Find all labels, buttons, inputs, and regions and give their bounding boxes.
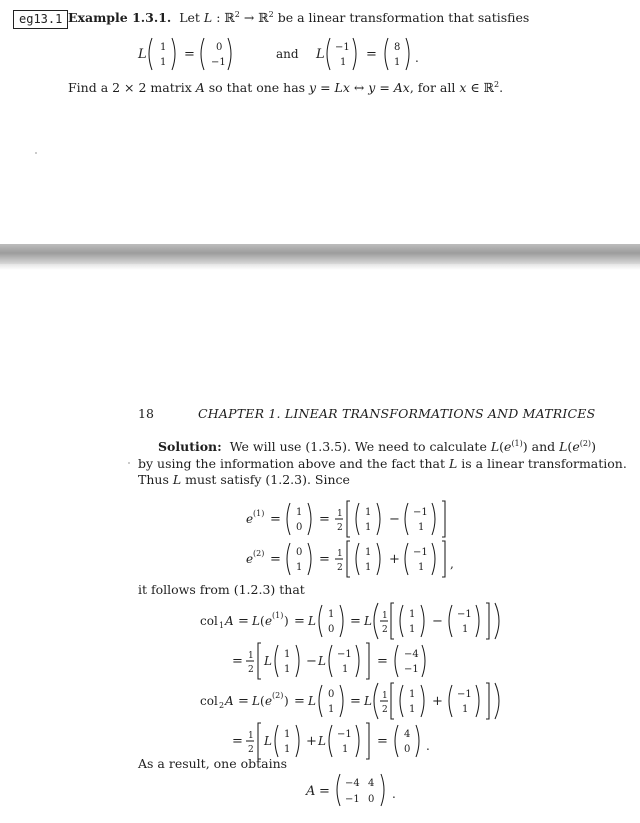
svg-text:−1: −1 xyxy=(413,547,428,558)
svg-text:1: 1 xyxy=(296,507,303,518)
svg-text:L: L xyxy=(364,694,372,708)
svg-text:0: 0 xyxy=(328,689,335,700)
solution-line-2: by using the information above and the fact that L is a linear transformation. xyxy=(138,456,627,471)
svg-text:(: ( xyxy=(260,614,265,628)
svg-text:1: 1 xyxy=(409,624,416,635)
example-statement: Let L : ℝ$^2$ → ℝ$^2$ be a linear transformation that satisfies xyxy=(175,10,530,26)
svg-text:−1: −1 xyxy=(413,507,428,518)
svg-text:e: e xyxy=(246,552,254,566)
svg-text:=: = xyxy=(350,694,361,709)
svg-text:=: = xyxy=(238,614,249,629)
svg-text:1: 1 xyxy=(365,507,372,518)
svg-text:−1: −1 xyxy=(345,794,360,805)
svg-text:=: = xyxy=(377,734,388,749)
example-title: Example 1.3.1. xyxy=(68,10,172,26)
svg-text:e: e xyxy=(246,512,254,526)
svg-text:0: 0 xyxy=(216,42,223,53)
svg-text:2: 2 xyxy=(337,563,343,573)
svg-text:−: − xyxy=(432,614,443,629)
svg-text:1: 1 xyxy=(365,547,372,558)
svg-text:=: = xyxy=(270,552,281,567)
svg-text:=: = xyxy=(232,734,243,749)
svg-text:L: L xyxy=(252,614,260,628)
svg-text:=: = xyxy=(270,512,281,527)
svg-text:1: 1 xyxy=(462,704,469,715)
svg-text:1: 1 xyxy=(284,649,291,660)
svg-text:1: 1 xyxy=(418,562,425,573)
svg-text:1: 1 xyxy=(409,689,416,700)
connector-and: and xyxy=(276,47,299,61)
svg-text:1: 1 xyxy=(394,57,401,68)
svg-text:1: 1 xyxy=(365,562,372,573)
svg-text:(: ( xyxy=(260,694,265,708)
svg-text:1: 1 xyxy=(328,609,335,620)
svg-text:2: 2 xyxy=(248,745,254,755)
equation-e2 xyxy=(246,538,486,580)
svg-text:1: 1 xyxy=(296,562,303,573)
svg-text:): ) xyxy=(284,614,289,628)
svg-text:A: A xyxy=(225,614,234,628)
svg-text:+: + xyxy=(389,552,400,567)
svg-text:−1: −1 xyxy=(404,664,419,675)
page-number: 18 xyxy=(138,406,154,421)
svg-text:=: = xyxy=(350,614,361,629)
svg-text:(2): (2) xyxy=(272,691,284,700)
svg-text:.: . xyxy=(415,51,419,65)
svg-text:1: 1 xyxy=(342,664,349,675)
top-page xyxy=(0,0,640,246)
svg-text:0: 0 xyxy=(328,624,335,635)
solution-line-3: Thus L must satisfy (1.2.3). Since xyxy=(138,472,350,487)
example-heading xyxy=(68,10,529,25)
svg-text:2: 2 xyxy=(248,665,254,675)
svg-text:−4: −4 xyxy=(404,649,419,660)
svg-text:=: = xyxy=(319,784,330,799)
svg-text:−1: −1 xyxy=(337,729,352,740)
svg-text:2: 2 xyxy=(382,705,388,715)
svg-text:L: L xyxy=(264,734,272,748)
svg-text:+: + xyxy=(306,734,317,749)
page-separator xyxy=(0,244,640,264)
svg-text:1: 1 xyxy=(337,509,343,519)
result-text: As a result, one obtains xyxy=(138,756,288,771)
svg-text:1: 1 xyxy=(382,611,388,621)
svg-text:−1: −1 xyxy=(457,689,472,700)
svg-text:col: col xyxy=(200,694,218,708)
svg-text:1: 1 xyxy=(365,522,372,533)
svg-text:L: L xyxy=(138,47,147,62)
svg-text:1: 1 xyxy=(284,729,291,740)
svg-text:.: . xyxy=(426,739,430,753)
svg-text:=: = xyxy=(184,47,195,62)
svg-text:L: L xyxy=(308,694,316,708)
svg-text:,: , xyxy=(450,557,454,571)
svg-text:L: L xyxy=(318,654,326,668)
svg-text:−1: −1 xyxy=(211,57,226,68)
svg-text:1: 1 xyxy=(219,621,225,630)
scan-speck xyxy=(128,462,130,464)
equation-result-matrix xyxy=(306,768,426,812)
equation-col1-cont xyxy=(232,640,472,682)
svg-text:0: 0 xyxy=(368,794,375,805)
equation-col1 xyxy=(200,600,540,642)
svg-text:=: = xyxy=(319,552,330,567)
svg-text:0: 0 xyxy=(296,522,303,533)
svg-text:+: + xyxy=(432,694,443,709)
svg-text:1: 1 xyxy=(382,691,388,701)
svg-text:1: 1 xyxy=(337,549,343,559)
svg-text:): ) xyxy=(284,694,289,708)
example-tag: eg13.1 xyxy=(13,10,68,29)
svg-text:2: 2 xyxy=(382,625,388,635)
svg-text:=: = xyxy=(232,654,243,669)
svg-text:−1: −1 xyxy=(457,609,472,620)
svg-text:=: = xyxy=(377,654,388,669)
svg-text:1: 1 xyxy=(342,744,349,755)
equation-col2 xyxy=(200,680,540,722)
svg-text:A: A xyxy=(306,784,316,799)
svg-text:4: 4 xyxy=(368,778,375,789)
example-conditions-equation xyxy=(138,34,448,74)
svg-text:0: 0 xyxy=(404,744,411,755)
svg-text:col: col xyxy=(200,614,218,628)
svg-text:=: = xyxy=(294,614,305,629)
svg-text:.: . xyxy=(392,787,396,801)
svg-text:1: 1 xyxy=(160,57,167,68)
svg-text:L: L xyxy=(308,614,316,628)
svg-text:−: − xyxy=(306,654,317,669)
svg-text:1: 1 xyxy=(160,42,167,53)
running-head: CHAPTER 1. LINEAR TRANSFORMATIONS AND MATRICES xyxy=(198,406,596,421)
svg-text:1: 1 xyxy=(284,744,291,755)
solution-label: Solution: xyxy=(158,439,222,455)
svg-text:=: = xyxy=(294,694,305,709)
svg-text:8: 8 xyxy=(394,42,401,53)
svg-text:=: = xyxy=(238,694,249,709)
svg-text:1: 1 xyxy=(418,522,425,533)
bottom-page xyxy=(0,262,640,823)
svg-text:e: e xyxy=(265,694,273,708)
equation-e1 xyxy=(246,498,486,540)
svg-text:L: L xyxy=(252,694,260,708)
svg-text:2: 2 xyxy=(219,701,225,710)
svg-text:1: 1 xyxy=(328,704,335,715)
svg-text:(1): (1) xyxy=(272,611,284,620)
svg-text:e: e xyxy=(265,614,273,628)
svg-text:4: 4 xyxy=(404,729,411,740)
follows-text: it follows from (1.2.3) that xyxy=(138,582,305,597)
svg-text:1: 1 xyxy=(462,624,469,635)
solution-line-1: Solution: We will use (1.3.5). We need to calculate $L(e^{(1)})$ and $L(e^{(2)})$ xyxy=(158,439,596,455)
svg-text:=: = xyxy=(319,512,330,527)
svg-text:−1: −1 xyxy=(335,42,350,53)
svg-text:0: 0 xyxy=(296,547,303,558)
svg-text:L: L xyxy=(364,614,372,628)
svg-text:2: 2 xyxy=(337,523,343,533)
svg-text:1: 1 xyxy=(340,57,347,68)
svg-text:(2): (2) xyxy=(253,549,265,558)
svg-text:−1: −1 xyxy=(337,649,352,660)
svg-text:1: 1 xyxy=(409,609,416,620)
svg-text:(1): (1) xyxy=(253,509,265,518)
svg-text:A: A xyxy=(225,694,234,708)
svg-text:1: 1 xyxy=(248,651,254,661)
svg-text:1: 1 xyxy=(284,664,291,675)
svg-text:L: L xyxy=(316,47,325,62)
svg-text:L: L xyxy=(264,654,272,668)
svg-text:1: 1 xyxy=(248,731,254,741)
svg-text:−4: −4 xyxy=(345,778,360,789)
svg-text:−: − xyxy=(389,512,400,527)
svg-text:=: = xyxy=(366,47,377,62)
example-question: Find a 2 × 2 matrix A so that one has y = Lx ↔ y = Ax, for all x ∈ ℝ$^2$. xyxy=(68,80,504,96)
svg-text:L: L xyxy=(318,734,326,748)
svg-text:1: 1 xyxy=(409,704,416,715)
scan-speck xyxy=(35,152,37,154)
